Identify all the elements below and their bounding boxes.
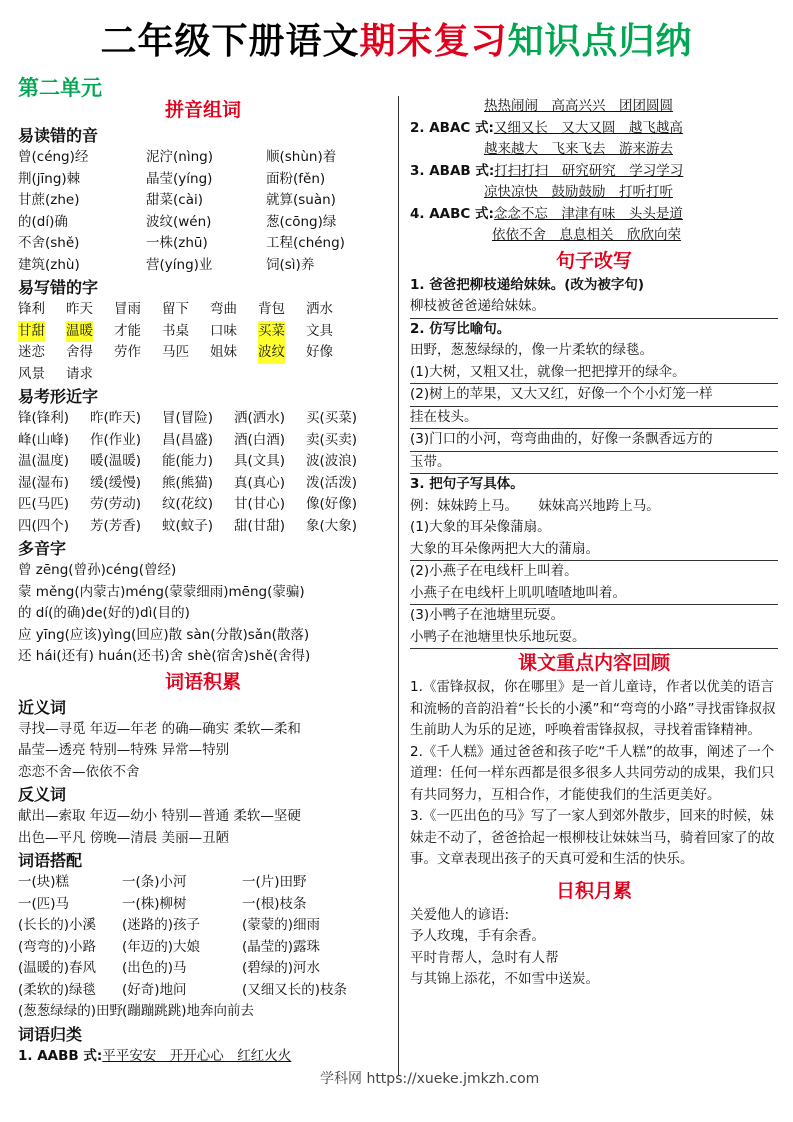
list-item: 一(条)小河: [122, 874, 187, 890]
list-item: 马匹: [162, 344, 189, 360]
synonym-heading: 近义词: [18, 697, 67, 717]
table-row: [18, 894, 388, 916]
table-row: [18, 1001, 388, 1023]
review-heading: 课文重点内容回顾: [517, 652, 670, 674]
words-heading: 词语积累: [164, 670, 241, 693]
list-item: 峰(山峰): [18, 431, 70, 448]
list-item: 好像: [306, 344, 333, 360]
list-item: 顺(shùn)着: [266, 149, 337, 165]
list-item: 与其锦上添花，不如雪中送炭。: [410, 971, 599, 987]
list-item: 口味: [210, 322, 237, 339]
list-item: 卖(买卖): [306, 431, 358, 448]
list-item: 饲(sì)养: [266, 256, 315, 273]
list-item: 小鸭子在池塘里快乐地玩耍。: [410, 627, 778, 650]
list-item: 能(能力): [162, 453, 214, 469]
list-item: 缓(缓慢): [90, 474, 142, 491]
match-heading: 词语搭配: [18, 851, 83, 870]
list-item: 应 yīng(应该)yìng(回应)散 sàn(分散)sǎn(散落): [18, 626, 310, 643]
table-row: [18, 255, 388, 277]
list-item: 买(买菜): [306, 410, 358, 426]
table-row: [18, 147, 388, 169]
list-item: (蹦蹦跳跳)地奔向前去: [122, 1003, 255, 1019]
list-item: 荆(jīng)棘: [18, 170, 81, 187]
list-item: 玉带。: [410, 452, 778, 475]
list-item: 冒雨: [114, 301, 141, 317]
title-part-1: 二年级下册语文: [100, 21, 360, 62]
list-item: 一(根)枝条: [242, 895, 307, 912]
antonym-list: [18, 806, 388, 849]
daily-list: [410, 905, 778, 991]
abab-row-2: 凉快凉快 鼓励鼓励 打听打听: [484, 184, 673, 200]
list-item: 曾 zēng(曾孙)céng(曾经): [18, 562, 177, 578]
table-row: [18, 299, 388, 321]
list-item: 葱(cōng)绿: [266, 213, 337, 230]
list-item: 才能: [114, 322, 141, 339]
list-item: 晶莹(yíng): [146, 170, 213, 187]
list-item: 温暖: [66, 321, 93, 343]
list-item: 平时肯帮人，急时有人帮: [410, 949, 559, 966]
table-row: [18, 321, 388, 343]
table-row: [18, 451, 388, 473]
list-item: 象(大象): [306, 517, 358, 534]
column-divider: [398, 96, 399, 1076]
list-item: 作(作业): [90, 431, 142, 448]
list-item: 不舍(shě): [18, 235, 80, 251]
list-item: (长长的)小溪: [18, 917, 97, 933]
table-row: [18, 980, 388, 1002]
list-item: (好奇)地问: [122, 981, 187, 998]
review-p3: 3.《一匹出色的马》写了一家人到郊外散步，回来的时候，妹妹走不动了，爸爸拾起一根柳枝让妹妹当马，骑着回家了的故事。文章表现出孩子的天真可爱和生活的快乐。: [410, 808, 775, 867]
list-item: 2. 仿写比喻句。: [410, 320, 511, 337]
list-item: 纹(花纹): [162, 496, 214, 512]
synonym-list: [18, 719, 388, 784]
list-item: 甘蔗(zhe): [18, 192, 80, 208]
sentences-heading: 句子改写: [555, 249, 632, 272]
classify-heading: 词语归类: [18, 1024, 83, 1044]
list-item: 湿(湿布): [18, 474, 70, 491]
table-row: [18, 915, 388, 937]
list-item: (柔软的)绿毯: [18, 981, 97, 998]
list-item: 蚊(蚊子): [162, 517, 214, 534]
table-row: [18, 958, 388, 980]
list-item: 甜菜(cài): [146, 192, 203, 208]
antonym-heading: 反义词: [18, 785, 67, 804]
title-part-2: 期末复习: [359, 21, 508, 62]
list-item: 舍得: [66, 344, 93, 360]
abac-row: 2. ABAC 式:又细又长 又大又圆 越飞越高: [410, 119, 683, 136]
similar-list: [18, 408, 388, 537]
list-item: (1)大象的耳朵像蒲扇。: [410, 519, 551, 535]
list-item: 文具: [306, 322, 333, 339]
table-row: [18, 494, 388, 516]
table-row: [18, 364, 388, 386]
list-item: (迷路的)孩子: [122, 917, 201, 933]
poly-heading: 多音字: [18, 539, 67, 558]
daily-heading: 日积月累: [555, 879, 632, 902]
list-item: (3)门口的小河，弯弯曲曲的，好像一条飘香远方的: [410, 429, 778, 452]
list-item: 匹(马匹): [18, 496, 70, 512]
list-item: 书桌: [162, 322, 189, 339]
list-item: 挂在枝头。: [410, 407, 778, 430]
pinyin-heading: 拼音组词: [164, 99, 241, 121]
list-item: 营(yíng)业: [146, 256, 213, 273]
list-item: 甘(甘心): [234, 496, 286, 512]
list-item: (蒙蒙的)细雨: [242, 917, 321, 933]
table-row: [18, 190, 388, 212]
list-item: 一株(zhū): [146, 235, 208, 251]
list-item: 晶莹—透亮 特别—特殊 异常—特别: [18, 742, 230, 758]
list-item: 背包: [258, 301, 285, 317]
list-item: 具(文具): [234, 453, 286, 469]
list-item: 波纹: [258, 342, 285, 364]
list-item: (碧绿的)河水: [242, 960, 321, 976]
aabb-row-2: 热热闹闹 高高兴兴 团团圆圆: [484, 98, 673, 114]
poly-list: [18, 560, 388, 668]
list-item: 工程(chéng): [266, 235, 345, 251]
list-item: 波(波浪): [306, 453, 358, 469]
list-item: 暖(温暖): [90, 453, 142, 469]
list-item: 昨天: [66, 301, 93, 317]
list-item: 一(片)田野: [242, 874, 307, 890]
list-item: 风景: [18, 365, 45, 382]
list-item: 像(好像): [306, 496, 358, 512]
table-row: [18, 233, 388, 255]
abab-row: 3. ABAB 式:打扫打扫 研究研究 学习学习: [410, 162, 684, 179]
watermark: 学科网 https://xueke.jmkzh.com: [320, 1071, 540, 1087]
list-item: 甜(甘甜): [234, 517, 286, 534]
list-item: 洒水: [306, 301, 333, 317]
list-item: 泥泞(nìng): [146, 149, 213, 165]
left-column: [18, 96, 388, 1067]
unit-heading: 第二单元: [18, 76, 102, 100]
list-item: 波纹(wén): [146, 213, 212, 230]
list-item: 甘甜: [18, 321, 45, 343]
review-p2: 2.《千人糕》通过爸爸和孩子吃“千人糕”的故事，阐述了一个道理：任何一样东西都是很多很多人共同劳动的成果，我们只有共同努力，互相合作，才能使我们的生活更美好。: [410, 743, 775, 803]
list-item: 小燕子在电线杆上叽叽喳喳地叫着。: [410, 583, 778, 606]
list-item: 的 dí(的确)de(好的)dì(目的): [18, 605, 190, 621]
list-item: 一(株)柳树: [122, 895, 187, 912]
list-item: 昌(昌盛): [162, 431, 214, 448]
list-item: (2)小燕子在电线杆上叫着。: [410, 563, 578, 579]
list-item: 真(真心): [234, 474, 286, 491]
list-item: (年迈的)大娘: [122, 938, 201, 955]
table-row: [18, 937, 388, 959]
list-item: 寻找—寻觅 年迈—年老 的确—确实 柔软—柔和: [18, 720, 301, 737]
miswrite-heading: 易写错的字: [18, 278, 99, 297]
list-item: 劳(劳动): [90, 496, 142, 512]
list-item: (葱葱绿绿的)田野: [18, 1003, 124, 1019]
list-item: 1. 爸爸把柳枝递给妹妹。(改为被字句): [410, 276, 645, 293]
table-row: [18, 169, 388, 191]
misread-heading: 易读错的音: [18, 126, 99, 145]
table-row: [18, 430, 388, 452]
list-item: 关爱他人的谚语:: [410, 906, 510, 923]
list-item: 献出—索取 年迈—幼小 特别—普通 柔软—坚硬: [18, 808, 301, 824]
list-item: 锋利: [18, 301, 45, 317]
list-item: 迷恋: [18, 344, 45, 360]
list-item: (又细又长的)枝条: [242, 981, 348, 998]
list-item: 洒(洒水): [234, 410, 286, 426]
list-item: 一(块)糕: [18, 874, 70, 890]
list-item: 柳枝被爸爸递给妹妹。: [410, 296, 778, 319]
list-item: 四(四个): [18, 517, 70, 534]
miswrite-list: [18, 299, 388, 385]
list-item: 还 hái(还有) huán(还书)舍 shè(宿舍)shě(舍得): [18, 648, 311, 664]
list-item: 田野，葱葱绿绿的，像一片柔软的绿毯。: [410, 342, 653, 358]
list-item: 泼(活泼): [306, 474, 358, 491]
list-item: (晶莹的)露珠: [242, 938, 321, 955]
list-item: 曾(céng)经: [18, 149, 89, 165]
list-item: 出色—平凡 傍晚—清晨 美丽—丑陋: [18, 829, 230, 846]
list-item: (温暖的)春风: [18, 960, 97, 976]
list-item: 恋恋不舍—依依不舍: [18, 763, 140, 780]
table-row: [18, 342, 388, 364]
list-item: 锋(锋利): [18, 410, 70, 426]
list-item: 例：妹妹跨上马。 妹妹高兴地跨上马。: [410, 497, 660, 514]
right-column: [410, 96, 778, 991]
list-item: (2)树上的苹果，又大又红，好像一个个小灯笼一样: [410, 384, 778, 407]
list-item: 姐妹: [210, 344, 237, 360]
list-item: 留下: [162, 301, 189, 317]
list-item: 买菜: [258, 321, 285, 343]
list-item: 面粉(fěn): [266, 170, 326, 187]
list-item: (1)大树，又粗又壮，就像一把把撑开的绿伞。: [410, 362, 778, 385]
list-item: 熊(熊猫): [162, 474, 214, 491]
list-item: 昨(昨天): [90, 410, 142, 426]
list-item: (弯弯的)小路: [18, 938, 97, 955]
list-item: 蒙 měng(内蒙古)méng(蒙蒙细雨)mēng(蒙骗): [18, 583, 305, 600]
table-row: [18, 872, 388, 894]
aabc-row: 4. AABC 式:念念不忘 津津有味 头头是道: [410, 205, 683, 222]
list-item: (出色的)马: [122, 960, 187, 976]
list-item: 劳作: [114, 344, 141, 360]
review-p1: 1.《雷锋叔叔，你在哪里》是一首儿童诗，作者以优美的语言和流畅的音韵沿着“长长的小溪”和“弯弯的小路”寻找雷锋叔叔生前助人为乐的足迹，呼唤着雷锋叔叔，寻找着雷锋精神。: [410, 679, 776, 738]
match-list: [18, 872, 388, 1023]
abac-row-2: 越来越大 飞来飞去 游来游去: [484, 141, 673, 157]
aabb-row: 1. AABB 式:平平安安 开开心心 红红火火: [18, 1047, 292, 1064]
list-item: 一(匹)马: [18, 895, 70, 912]
page-title: [0, 18, 793, 66]
table-row: [18, 408, 388, 430]
similar-heading: 易考形近字: [18, 387, 99, 406]
list-item: 予人玫瑰，手有余香。: [410, 928, 545, 944]
list-item: 冒(冒险): [162, 410, 214, 426]
aabc-row-2: 依依不舍 息息相关 欣欣向荣: [492, 227, 681, 243]
table-row: [18, 212, 388, 234]
list-item: 就算(suàn): [266, 192, 336, 208]
list-item: 芳(芳香): [90, 517, 142, 534]
list-item: 弯曲: [210, 301, 237, 317]
table-row: [18, 473, 388, 495]
title-part-3: 知识点归纳: [507, 21, 693, 62]
list-item: 的(dí)确: [18, 213, 68, 230]
list-item: 3. 把句子写具体。: [410, 476, 524, 492]
list-item: 温(温度): [18, 453, 70, 469]
list-item: 建筑(zhù): [18, 256, 80, 273]
misread-list: [18, 147, 388, 276]
list-item: 请求: [66, 365, 93, 382]
list-item: (3)小鸭子在池塘里玩耍。: [410, 607, 565, 623]
list-item: 酒(白酒): [234, 431, 286, 448]
list-item: 大象的耳朵像两把大大的蒲扇。: [410, 539, 778, 562]
sentences-list: [410, 275, 778, 650]
table-row: [18, 516, 388, 538]
